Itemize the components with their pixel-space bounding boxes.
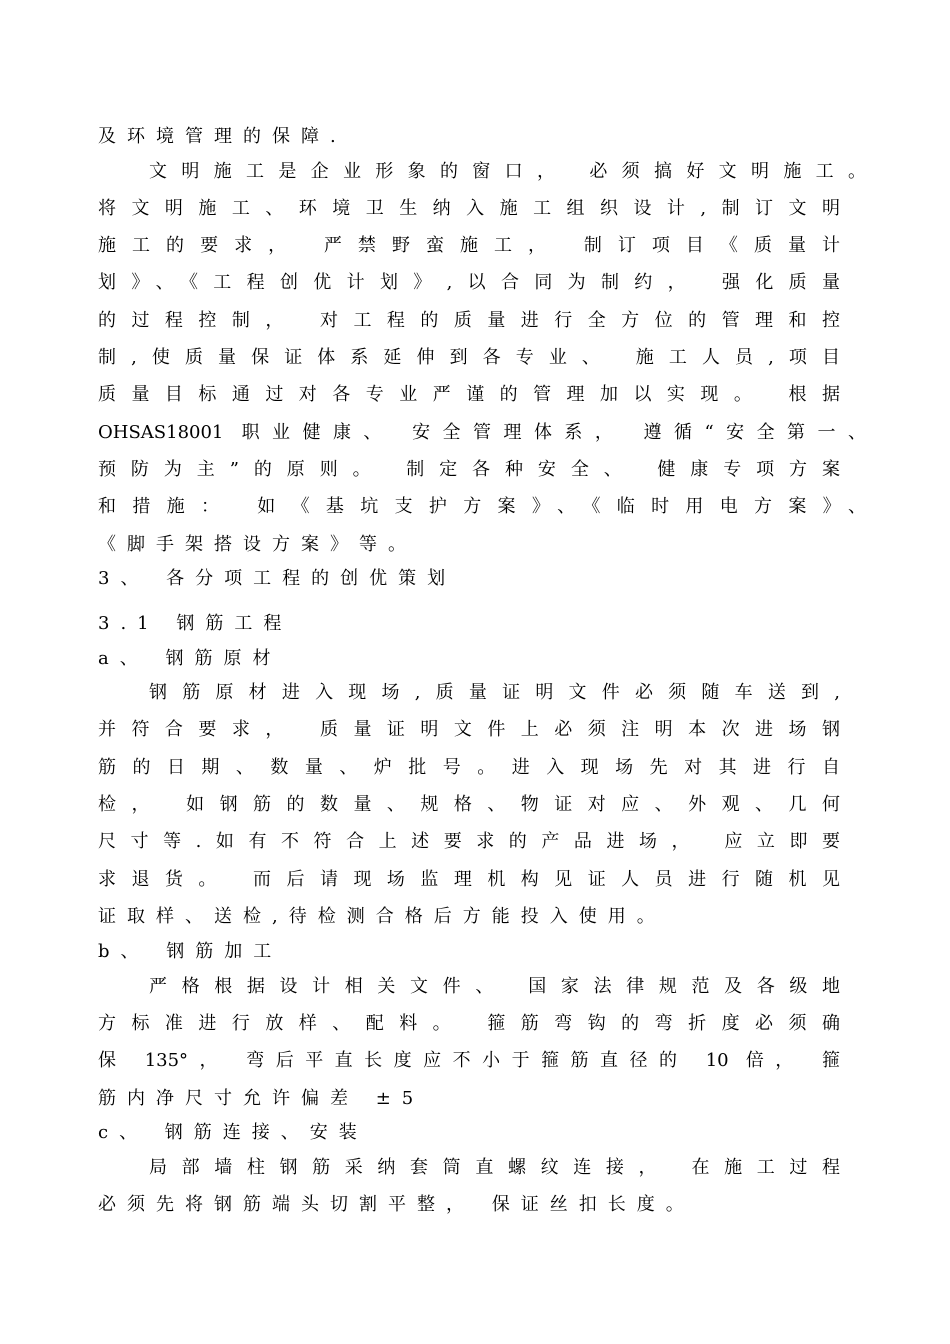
text-line: 钢筋原材进入现场,质量证明文件必须随车送到,: [149, 682, 840, 703]
text-line: 《脚手架搭设方案》等。: [98, 534, 417, 555]
text-line: 预防为主”的原则。 制定各种安全、 健康专项方案: [98, 459, 840, 480]
text-line: 局部墙柱钢筋采纳套筒直螺纹连接， 在施工过程: [149, 1157, 840, 1178]
text-line: 尺寸等.如有不符合上述要求的产品进场， 应立即要: [98, 831, 840, 852]
item-heading: b、 钢筋加工: [98, 941, 283, 962]
text-line: 施工的要求， 严禁野蛮施工， 制订项目《质量计: [98, 235, 840, 256]
text-line: 制,使质量保证体系延伸到各专业、 施工人员,项目: [98, 347, 840, 368]
item-heading: c、 钢筋连接、安装: [98, 1122, 368, 1143]
text-line: 必须先将钢筋端头切割平整， 保证丝扣长度。: [98, 1194, 695, 1215]
text-line: 划》、《工程创优计划》,以合同为制约， 强化质量: [98, 272, 840, 293]
text-line: 及环境管理的保障.: [98, 126, 347, 147]
section-heading: 3、 各分项工程的创优策划: [98, 568, 457, 589]
text-line: 严格根据设计相关文件、 国家法律规范及各级地: [149, 976, 840, 997]
text-line: 证取样、送检,待检测合格后方能投入使用。: [98, 906, 666, 927]
text-line: 保 135°， 弯后平直长度应不小于箍筋直径的 10 倍， 箍: [98, 1050, 840, 1071]
text-line: 求退货。 而后请现场监理机构见证人员进行随机见: [98, 869, 840, 890]
text-line: 并符合要求， 质量证明文件上必须注明本次进场钢: [98, 719, 840, 740]
text-line: 筋内净尺寸允许偏差 ±5: [98, 1088, 425, 1109]
text-line: 方标准进行放样、配料。 箍筋弯钩的弯折度必须确: [98, 1013, 840, 1034]
text-line: 文明施工是企业形象的窗口， 必须搞好文明施工。: [149, 161, 866, 182]
text-line: 检， 如钢筋的数量、规格、物证对应、外观、几何: [98, 794, 840, 815]
text-line: OHSAS18001 职业健康、 安全管理体系， 遵循“安全第一、: [98, 422, 866, 443]
text-line: 将文明施工、环境卫生纳入施工组织设计,制订文明: [98, 198, 840, 219]
subsection-heading: 3.1 钢筋工程: [98, 613, 293, 634]
text-line: 筋的日期、数量、炉批号。进入现场先对其进行自: [98, 757, 840, 778]
text-line: 的过程控制， 对工程的质量进行全方位的管理和控: [98, 310, 840, 331]
text-line: 质量目标通过对各专业严谨的管理加以实现。 根据: [98, 384, 840, 405]
item-heading: a、 钢筋原材: [98, 648, 282, 669]
text-line: 和措施： 如《基坑支护方案》、《临时用电方案》、: [98, 496, 866, 517]
